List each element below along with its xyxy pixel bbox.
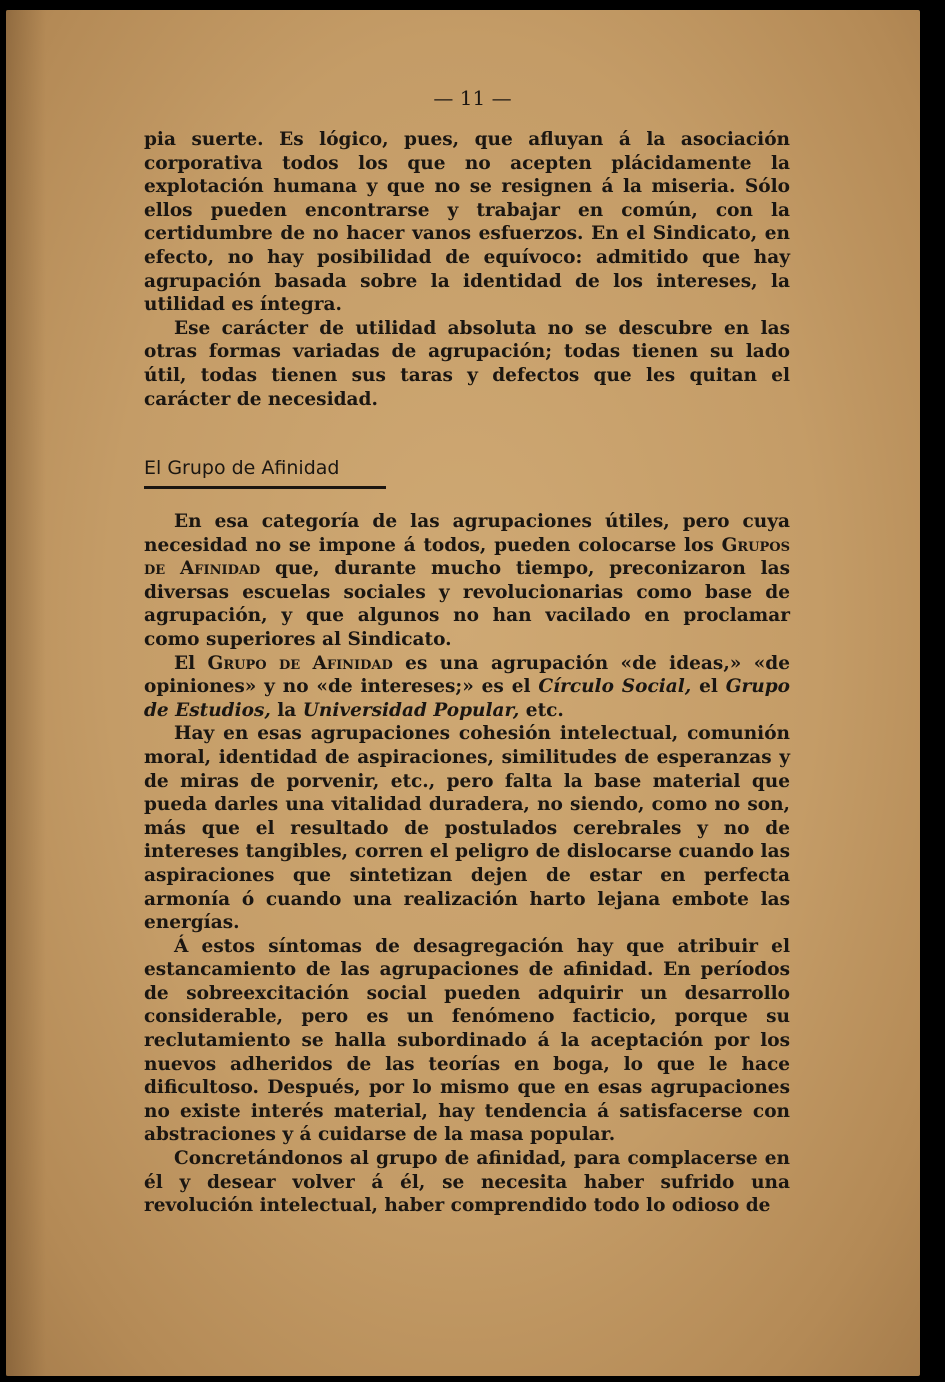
paragraph-cohesion: Hay en esas agrupaciones cohesión intelectual, comunión moral, identidad de aspiraciones, similitudes de esperanzas y de miras de porvenir, etc., pero falta la base material que pueda darles una vitalidad duradera, no siendo, como no son, más que el resultado de postulados cerebrales y no de intereses tangibles, corren el peligro de dislocarse cuando las aspiraciones que sintetizan dejen de estar en perfecta armonía ó cuando una realización harto lejana embote las energías. — [144, 723, 790, 934]
top-text-block — [144, 128, 790, 411]
paragraph-concluding: Concretándonos al grupo de afinidad, para complacerse en él y desear volver á él, se necesita haber sufrido una revolución intelectual, haber comprendido todo lo odioso de — [144, 1148, 790, 1217]
italic-term: Universidad Popular, — [302, 699, 520, 721]
small-caps-term: Grupos de Afinidad — [144, 534, 790, 580]
page-number: — 11 — — [433, 86, 512, 110]
small-caps-term: Grupo de Afinidad — [207, 652, 393, 674]
paragraph-continuation: pia suerte. Es lógico, pues, que afluyan á la asociación corporativa todos los que no acepten plácidamente la explotación humana y que no se resignen á la miseria. Sólo ellos pueden encontrarse y trabajar en común, con la certidumbre de no hacer vanos esfuerzos. En el Sindicato, en efecto, no hay posibilidad de equívoco: admitido que hay agrupación basada sobre la identidad de los intereses, la utilidad es íntegra. — [144, 129, 790, 316]
binding-shadow — [6, 10, 46, 1376]
heading-underline — [144, 486, 386, 489]
italic-term: Círculo Social, — [538, 676, 692, 698]
paragraph-category: En esa categoría de las agrupaciones útiles, pero cuya necesidad no se impone á todos, pueden colocarse los Grupos de Afinidad que, durante mucho tiempo, preconizaron las diversas escuelas sociales y revolucionarias como base de agrupación, y que algunos no han vacilado en proclamar como superiores al Sindicato. — [144, 511, 790, 650]
italic-term: Grupo de Estudios, — [144, 676, 790, 721]
paragraph-symptoms: Á estos síntomas de desagregación hay que atribuir el estancamiento de las agrupaciones de afinidad. En períodos de sobreexcitación social pueden adquirir un desarrollo considerable, pero es un fenómeno facticio, porque su reclutamiento se halla subordinado á la aceptación por los nuevos adheridos de las teorías en boga, lo que le hace dificultoso. Después, por lo mismo que en esas agrupaciones no existe interés material, hay tendencia á satisfacerse con abstraciones y á cuidarse de la masa popular. — [144, 935, 790, 1146]
main-text-block — [144, 510, 790, 1218]
section-heading: El Grupo de Afinidad — [144, 457, 340, 479]
paragraph-definition: El Grupo de Afinidad es una agrupación «de ideas,» «de opiniones» y no «de intereses;» es el Círculo Social, el Grupo de Estudios, la Universidad Popular, etc. — [144, 652, 790, 721]
paragraph-utility: Ese carácter de utilidad absoluta no se descubre en las otras formas variadas de agrupación; todas tienen su lado útil, todas tienen sus taras y defectos que les quitan el carácter de necesidad. — [144, 317, 790, 410]
